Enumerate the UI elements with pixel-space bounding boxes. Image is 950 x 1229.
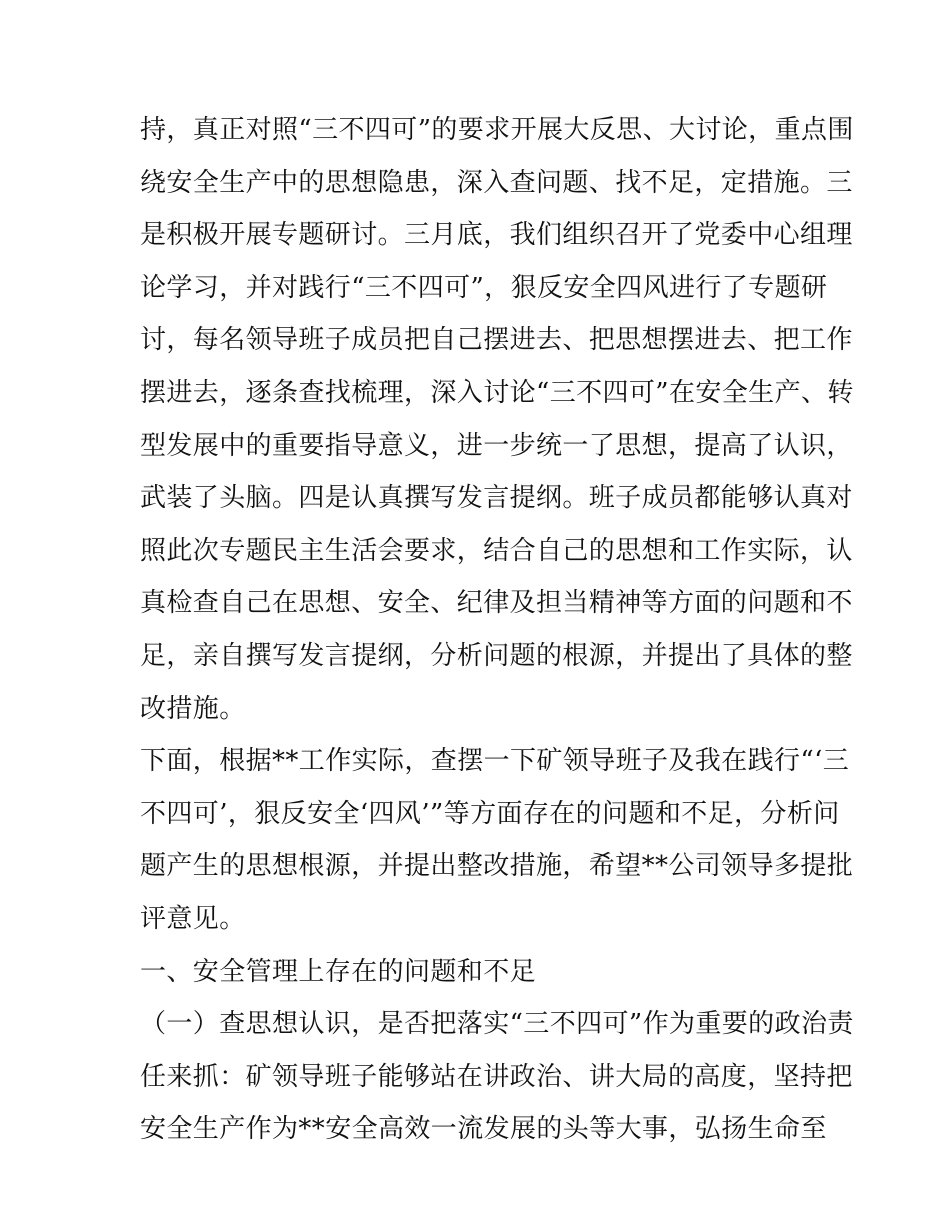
text-line: 改措施。 [140, 693, 246, 724]
subsection-heading-line: （一）查思想认识，是否把落实“三不四可”作为重要的政治责 [140, 1009, 854, 1040]
text-line: 不四可’，狠反安全‘四风’”等方面存在的问题和不足，分析问 [140, 798, 840, 829]
text-line: 武装了头脑。四是认真撰写发言提纲。班子成员都能够认真对 [140, 483, 853, 514]
text-line: 真检查自己在思想、安全、纪律及担当精神等方面的问题和不 [140, 588, 853, 619]
text-line: 是积极开展专题研讨。三月底，我们组织召开了党委中心组理 [140, 220, 853, 251]
text-line: 评意见。 [140, 903, 246, 934]
text-line: 摆进去，逐条查找梳理，深入讨论“三不四可”在安全生产、转 [140, 377, 854, 408]
text-line: 安全生产作为**安全高效一流发展的头等大事，弘扬生命至 [140, 1114, 827, 1145]
body-text [140, 104, 854, 1156]
text-line: 任来抓：矿领导班子能够站在讲政治、讲大局的高度，坚持把 [140, 1061, 853, 1092]
text-line: 持，真正对照“三不四可”的要求开展大反思、大讨论，重点围 [140, 115, 854, 145]
text-line: 绕安全生产中的思想隐患，深入查问题、找不足，定措施。三 [140, 167, 853, 198]
section-heading: 一、安全管理上存在的问题和不足 [140, 956, 537, 987]
text-line: 足，亲自撰写发言提纲，分析问题的根源，并提出了具体的整 [140, 640, 853, 671]
paragraph-start-line: 下面，根据**工作实际，查摆一下矿领导班子及我在践行“‘三 [140, 746, 850, 777]
text-line: 论学习，并对践行“三不四可”，狠反安全四风进行了专题研 [140, 272, 828, 303]
text-line: 型发展中的重要指导意义，进一步统一了思想，提高了认识， [140, 430, 853, 461]
text-line: 照此次专题民主生活会要求，结合自己的思想和工作实际，认 [140, 535, 853, 566]
text-line: 讨，每名领导班子成员把自己摆进去、把思想摆进去、把工作 [140, 325, 853, 356]
text-line: 题产生的思想根源，并提出整改措施，希望**公司领导多提批 [140, 851, 854, 882]
